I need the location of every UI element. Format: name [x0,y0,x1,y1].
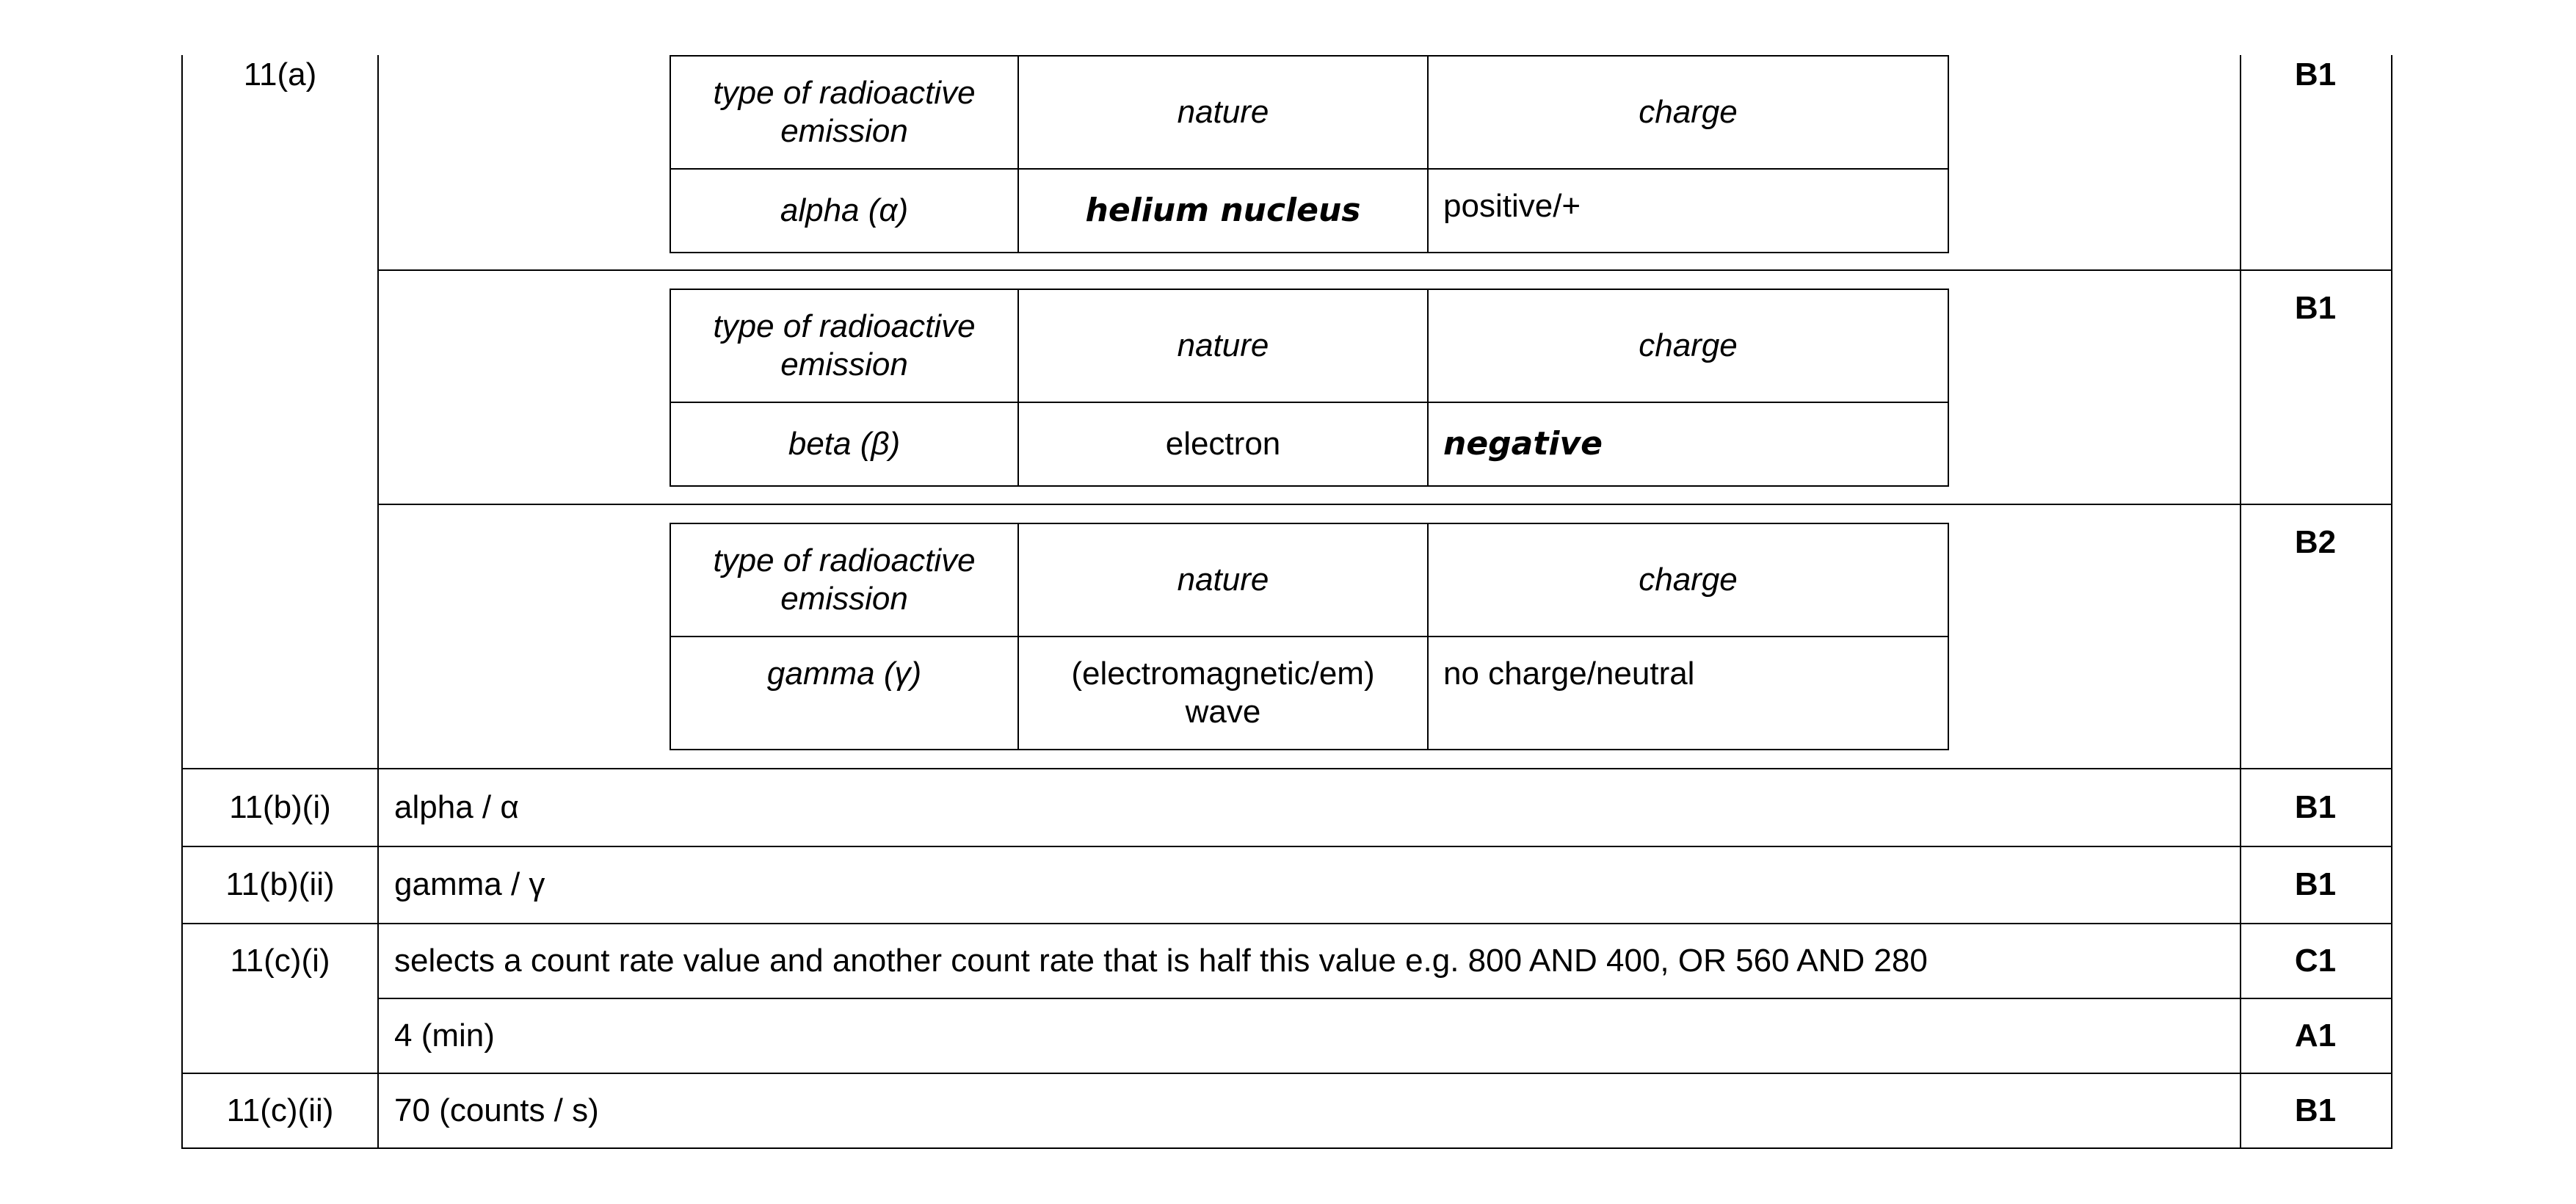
emission-nature: (electromagnetic/em) wave [1071,656,1375,730]
mark: C1 [2294,943,2337,979]
header-nature: nature [1177,562,1269,598]
mark: B1 [2294,1092,2337,1128]
row-divider-b [181,768,2392,769]
emission-type: gamma (γ) [766,656,922,692]
header-charge: charge [1639,562,1738,598]
emission-nature: electron [1165,426,1281,462]
header-type: type of radioactive emission [713,308,976,382]
answer-text: gamma / γ [394,866,545,902]
emission-nature: helium nucleus [1085,192,1361,229]
emission-charge: positive/+ [1443,188,1581,224]
question-label: 11(b)(i) [229,789,331,825]
emission-type: beta (β) [788,426,901,462]
outer-right-border [2391,55,2392,1149]
col2-divider [2240,55,2241,1149]
row-divider-cii [181,1073,2392,1074]
emission-type: alpha (α) [780,192,909,228]
row-divider-a1 [377,269,2392,271]
row-divider-bii [181,846,2392,847]
question-label: 11(a) [243,57,317,93]
mark-a3: B2 [2294,524,2337,560]
emission-charge: no charge/neutral [1443,656,1695,692]
header-charge: charge [1639,327,1738,363]
emission-table-alpha [670,55,1949,253]
mark-a1: B1 [2294,57,2337,93]
row-divider-ci [181,923,2392,924]
header-type: type of radioactive emission [713,75,976,149]
header-type: type of radioactive emission [713,543,976,617]
outer-bottom-border [181,1147,2392,1149]
question-label: 11(c)(i) [230,943,330,979]
question-label: 11(c)(ii) [226,1092,334,1128]
emission-table-gamma [670,523,1949,750]
header-nature: nature [1177,327,1269,363]
mark-a2: B1 [2294,290,2337,326]
mark: B1 [2294,866,2337,902]
answer-text: alpha / α [394,789,519,825]
answer-text: selects a count rate value and another count rate that is half this value e.g. 800 AND 400, OR 560 AND 280 [394,943,1928,979]
emission-charge: negative [1443,425,1603,463]
outer-left-border [181,55,183,1149]
row-divider-ci2 [377,998,2392,999]
header-nature: nature [1177,94,1269,130]
header-charge: charge [1639,94,1738,130]
row-divider-a2 [377,504,2392,505]
emission-table-beta [670,289,1949,487]
question-label: 11(b)(ii) [225,866,335,902]
mark: B1 [2294,789,2337,825]
mark: A1 [2294,1018,2337,1054]
answer-text: 70 (counts / s) [394,1092,599,1128]
answer-text: 4 (min) [394,1018,495,1054]
col1-divider [377,55,379,1149]
